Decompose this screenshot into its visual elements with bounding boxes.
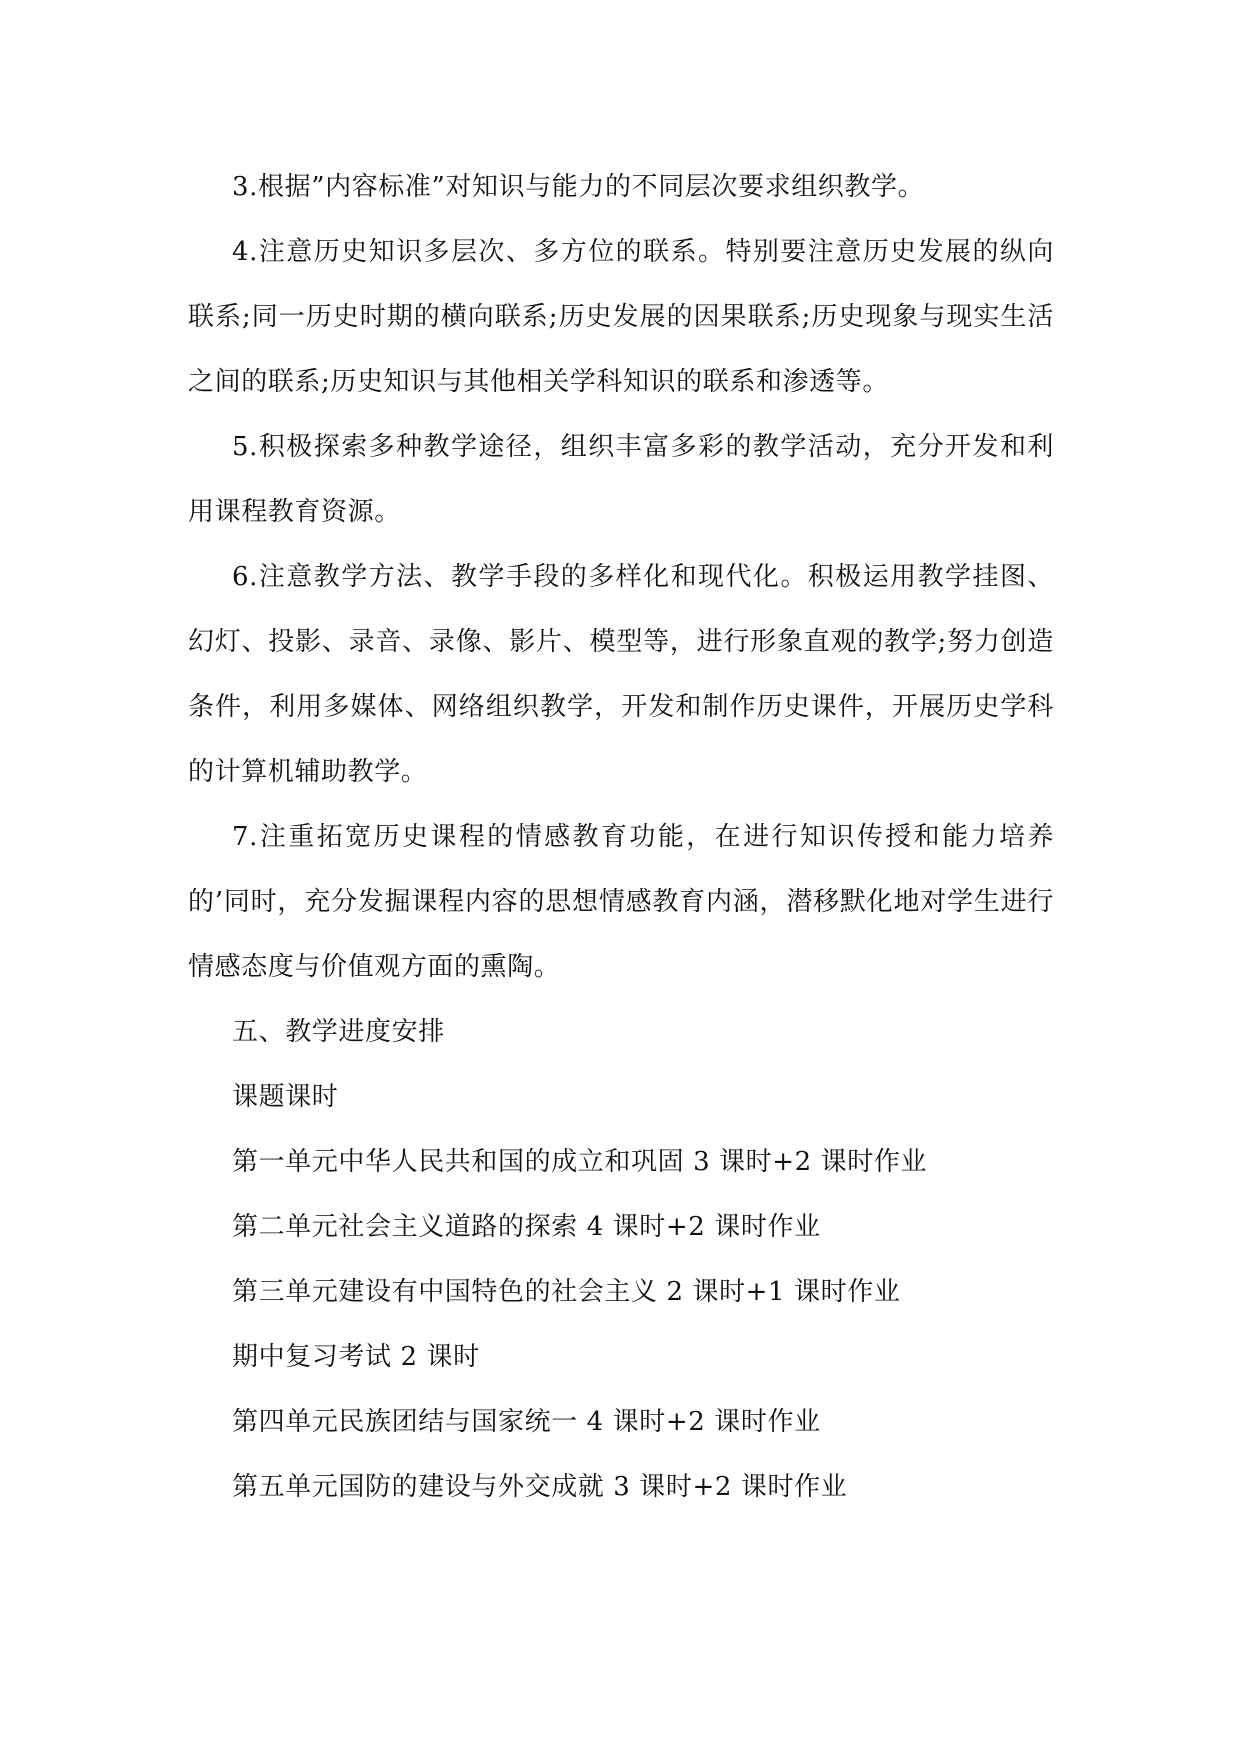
schedule-item-midterm: 期中复习考试 2 课时	[232, 1342, 480, 1372]
schedule-item-unit-4: 第四单元民族团结与国家统一 4 课时+2 课时作业	[232, 1407, 821, 1437]
schedule-item-unit-2: 第二单元社会主义道路的探索 4 课时+2 课时作业	[232, 1212, 821, 1242]
schedule-header: 课题课时	[232, 1082, 339, 1112]
schedule-item-unit-5: 第五单元国防的建设与外交成就 3 课时+2 课时作业	[232, 1472, 848, 1502]
section-heading: 五、教学进度安排	[232, 1017, 445, 1047]
paragraph-item-4: 4.注意历史知识多层次、多方位的联系。特别要注意历史发展的纵向联系;同一历史时期的横向联系;历史发展的因果联系;历史现象与现实生活之间的联系;历史知识与其他相关学科知识的联系和渗透等。	[188, 237, 1054, 397]
paragraph-item-7: 7.注重拓宽历史课程的情感教育功能，在进行知识传授和能力培养的’同时，充分发掘课程内容的思想情感教育内涵，潜移默化地对学生进行情感态度与价值观方面的熏陶。	[188, 822, 1054, 982]
paragraph-item-5: 5.积极探索多种教学途径，组织丰富多彩的教学活动，充分开发和利用课程教育资源。	[188, 432, 1054, 527]
document-body	[188, 155, 1054, 1520]
paragraph-item-6: 6.注意教学方法、教学手段的多样化和现代化。积极运用教学挂图、幻灯、投影、录音、录像、影片、模型等，进行形象直观的教学;努力创造条件，利用多媒体、网络组织教学，开发和制作历史课件，开展历史学科的计算机辅助教学。	[188, 562, 1054, 787]
schedule-item-unit-3: 第三单元建设有中国特色的社会主义 2 课时+1 课时作业	[232, 1277, 901, 1307]
paragraph-item-3: 3.根据”内容标准”对知识与能力的不同层次要求组织教学。	[232, 172, 925, 202]
schedule-item-unit-1: 第一单元中华人民共和国的成立和巩固 3 课时+2 课时作业	[232, 1147, 928, 1177]
